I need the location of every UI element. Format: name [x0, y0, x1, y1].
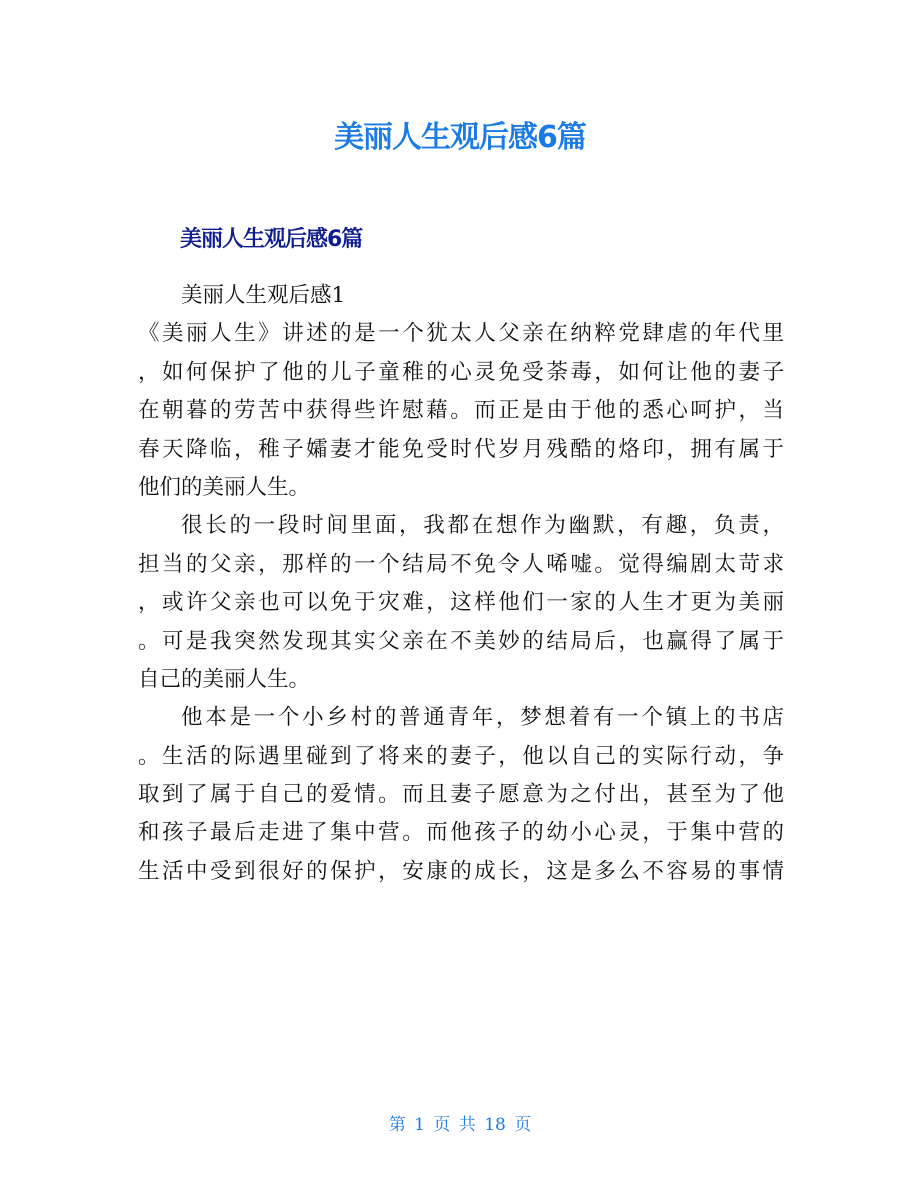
- section-heading: 美丽人生观后感6篇: [180, 227, 363, 252]
- subheading-line: 美丽人生观后感1: [181, 283, 346, 308]
- paragraph-line: ，如何保护了他的儿子童稚的心灵免受荼毒，如何让他的妻子: [138, 359, 784, 385]
- paragraph-line: 。生活的际遇里碰到了将来的妻子，他以自己的实际行动，争: [138, 743, 784, 769]
- paragraph-line: 很长的一段时间里面，我都在想作为幽默，有趣，负责，: [181, 513, 784, 539]
- page-title: 美丽人生观后感6篇: [334, 120, 586, 155]
- paragraph-line: 他们的美丽人生。: [138, 474, 311, 500]
- paragraph-line: 《美丽人生》讲述的是一个犹太人父亲在纳粹党肆虐的年代里: [138, 321, 784, 347]
- paragraph-line: 春天降临，稚子孀妻才能免受时代岁月残酷的烙印，拥有属于: [138, 436, 784, 462]
- paragraph-line: 担当的父亲，那样的一个结局不免令人唏嘘。觉得编剧太苛求: [138, 551, 784, 577]
- page-footer: 第 1 页 共 18 页: [388, 1115, 532, 1135]
- paragraph-line: 在朝暮的劳苦中获得些许慰藉。而正是由于他的悉心呵护，当: [138, 398, 784, 424]
- paragraph-line: 他本是一个小乡村的普通青年，梦想着有一个镇上的书店: [181, 705, 784, 731]
- paragraph-line: 自己的美丽人生。: [138, 666, 311, 692]
- paragraph-line: 取到了属于自己的爱情。而且妻子愿意为之付出，甚至为了他: [138, 782, 784, 808]
- paragraph-line: ，或许父亲也可以免于灾难，这样他们一家的人生才更为美丽: [138, 590, 784, 616]
- paragraph-line: 。可是我突然发现其实父亲在不美妙的结局后，也赢得了属于: [138, 628, 784, 654]
- paragraph-line: 生活中受到很好的保护，安康的成长，这是多么不容易的事情: [138, 858, 784, 884]
- paragraph-line: 和孩子最后走进了集中营。而他孩子的幼小心灵，于集中营的: [138, 820, 784, 846]
- document-body: [138, 277, 784, 891]
